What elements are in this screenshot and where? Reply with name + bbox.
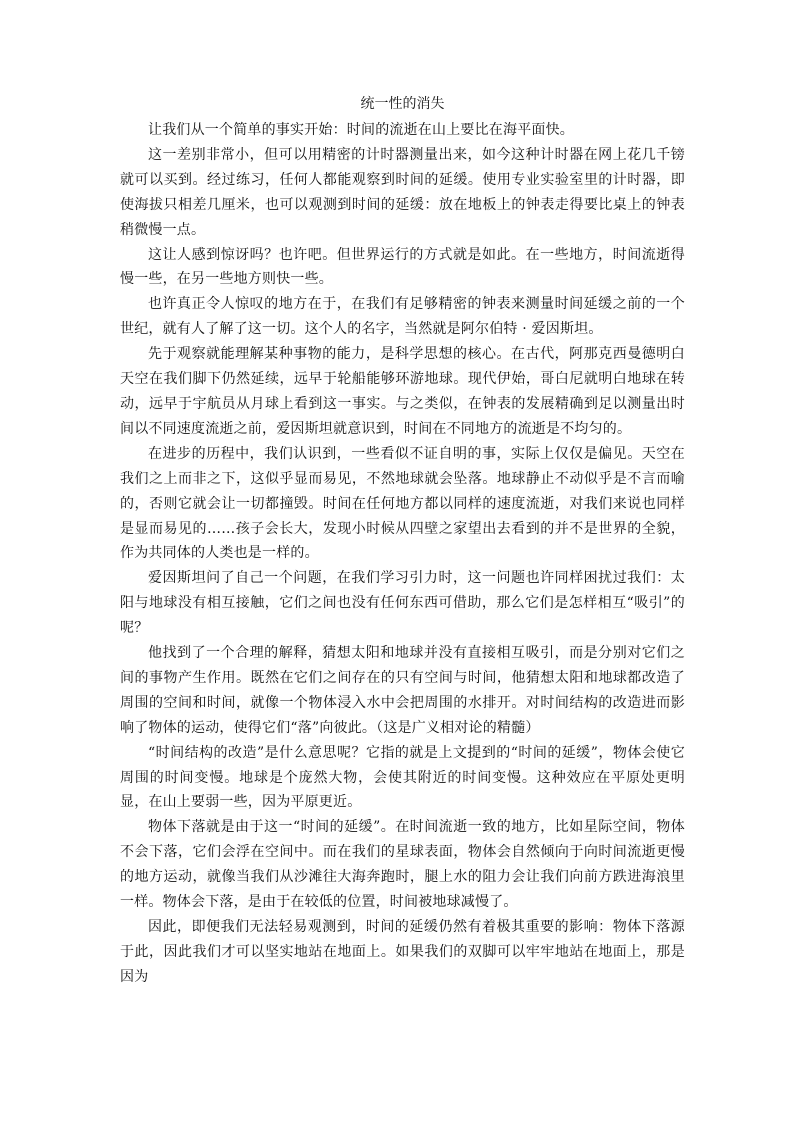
- paragraph-6: 在进步的历程中，我们认识到，一些看似不证自明的事，实际上仅仅是偏见。天空在我们之上而非之下，这似乎显而易见，不然地球就会坠落。地球静止不动似乎是不言而喻的，否则它就会让一切都撞毁。时间在任何地方都以同样的速度流逝，对我们来说也同样是显而易见的……孩子会长大，发现小时候从四壁之家望出去看到的并不是世界的全貌，作为共同体的人类也是一样的。: [120, 445, 685, 562]
- document-body: [120, 94, 685, 990]
- paragraph-5: 先于观察就能理解某种事物的能力，是科学思想的核心。在古代，阿那克西曼德明白天空在我们脚下仍然延续，远早于轮船能够环游地球。现代伊始，哥白尼就明白地球在转动，远早于宇航员从月球上看到这一事实。与之类似，在钟表的发展精确到足以测量出时间以不同速度流逝之前，爱因斯坦就意识到，时间在不同地方的流逝是不均匀的。: [120, 346, 685, 437]
- document-title: 统一性的消失: [360, 96, 445, 112]
- paragraph-10: 物体下落就是由于这一“时间的延缓”。在时间流逝一致的地方，比如星际空间，物体不会下落，它们会浮在空间中。而在我们的星球表面，物体会自然倾向于向时间流逝更慢的地方运动，就像当我们从沙滩往大海奔跑时，腿上水的阻力会让我们向前方跌进海浪里一样。物体会下落，是由于在较低的位置，时间被地球减慢了。: [120, 819, 685, 911]
- paragraph-3: 这让人感到惊讶吗？也许吧。但世界运行的方式就是如此。在一些地方，时间流逝得慢一些，在另一些地方则快一些。: [120, 246, 685, 288]
- paragraph-4: 也许真正令人惊叹的地方在于，在我们有足够精密的钟表来测量时间延缓之前的一个世纪，就有人了解了这一切。这个人的名字，当然就是阿尔伯特 · 爱因斯坦。: [120, 296, 685, 338]
- paragraph-1: 让我们从一个简单的事实开始：时间的流逝在山上要比在海平面快。: [148, 122, 574, 138]
- paragraph-7: 爱因斯坦问了自己一个问题，在我们学习引力时，这一问题也许同样困扰过我们：太阳与地球没有相互接触，它们之间也没有任何东西可借助，那么它们是怎样相互“吸引”的呢？: [120, 570, 685, 637]
- paragraph-8: 他找到了一个合理的解释，猜想太阳和地球并没有直接相互吸引，而是分别对它们之间的事物产生作用。既然在它们之间存在的只有空间与时间，他猜想太阳和地球都改造了周围的空间和时间，就像一个物体浸入水中会把周围的水排开。对时间结构的改造进而影响了物体的运动，使得它们“落”向彼此。（这是广义相对论的精髓）: [120, 645, 685, 736]
- paragraph-9: “时间结构的改造”是什么意思呢？它指的就是上文提到的“时间的延缓”，物体会使它周围的时间变慢。地球是个庞然大物，会使其附近的时间变慢。这种效应在平原处更明显，在山上要弱一些，因为平原更近。: [120, 744, 685, 811]
- paragraph-11: 因此，即便我们无法轻易观测到，时间的延缓仍然有着极其重要的影响：物体下落源于此，因此我们才可以坚实地站在地面上。如果我们的双脚可以牢牢地站在地面上，那是因为: [120, 919, 685, 985]
- paragraph-2: 这一差别非常小，但可以用精密的计时器测量出来，如今这种计时器在网上花几千镑就可以买到。经过练习，任何人都能观察到时间的延缓。使用专业实验室里的计时器，即使海拔只相差几厘米，也可以观测到时间的延缓：放在地板上的钟表走得要比桌上的钟表稍微慢一点。: [120, 146, 685, 238]
